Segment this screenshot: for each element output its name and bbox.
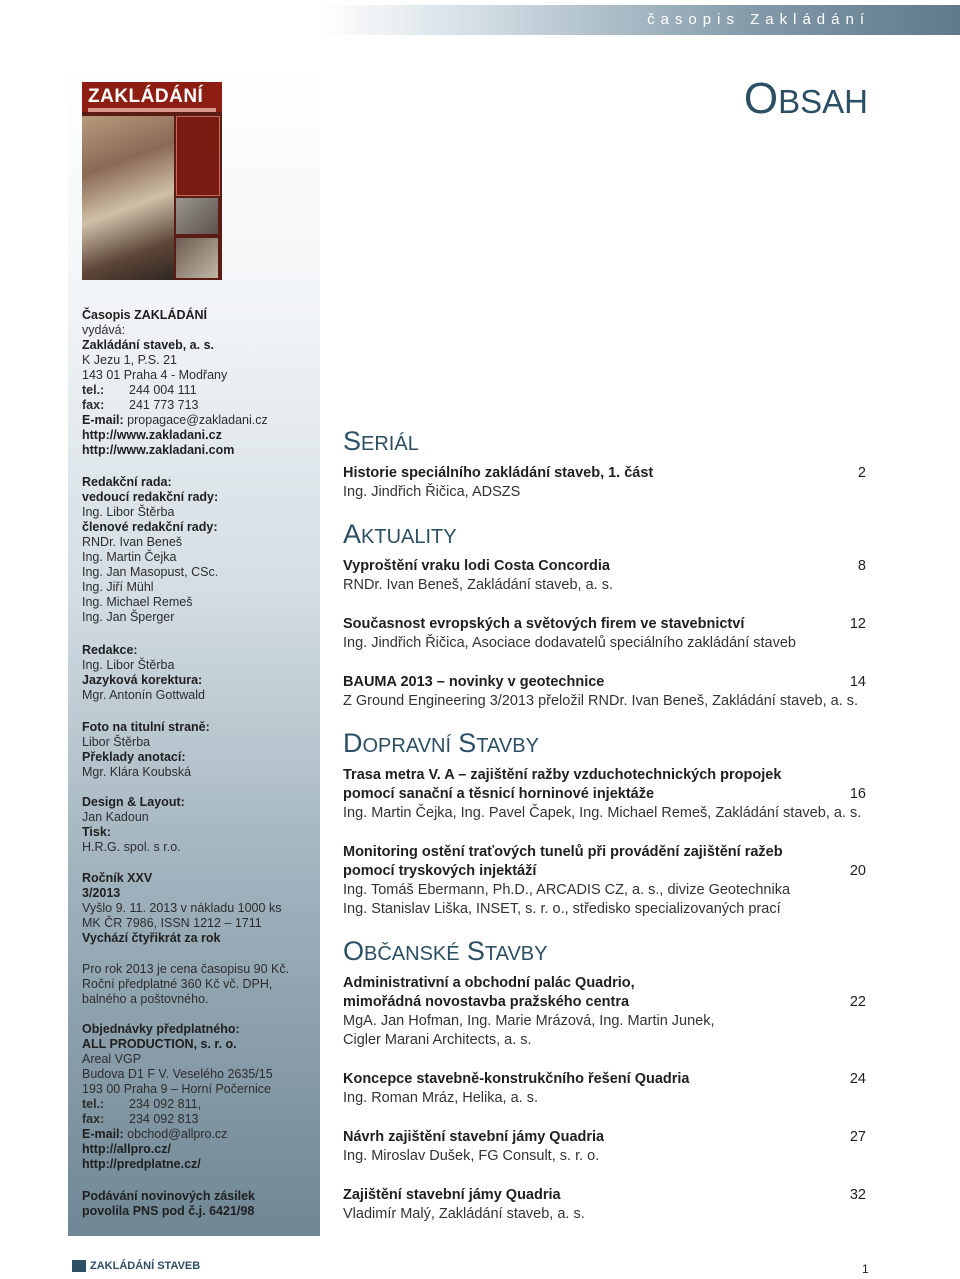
chief: Ing. Libor Štěrba <box>82 505 175 519</box>
cover-contents-box <box>176 116 220 196</box>
toc-entry-title: Návrh zajištění stavební jámy Quadria <box>343 1129 605 1145</box>
orders-email-link[interactable]: obchod@allpro.cz <box>127 1127 228 1141</box>
cover-photo-small <box>176 238 218 278</box>
price-info <box>82 962 317 1007</box>
page-number: 1 <box>862 1262 869 1276</box>
email-row: E-mail: propagace@zakladani.cz <box>82 413 268 427</box>
fax-row: fax: 241 773 713 <box>82 398 199 412</box>
magazine-name: Časopis ZAKLÁDÁNÍ <box>82 308 208 322</box>
address-line: K Jezu 1, P.S. 21 <box>82 353 177 367</box>
board-member: Ing. Jan Šperger <box>82 610 175 624</box>
page-title: OBSAH <box>743 74 868 123</box>
editor: Ing. Libor Štěrba <box>82 658 175 672</box>
print: H.R.G. spol. s r.o. <box>82 840 181 854</box>
toc-entry-title: Administrativní a obchodní palác Quadrio, <box>343 975 635 991</box>
publisher-label: vydává: <box>82 323 126 337</box>
board-member: Ing. Martin Čejka <box>82 550 177 564</box>
toc-section-heading: OBČANSKÉ STAVBY <box>343 936 548 966</box>
email-link[interactable]: propagace@zakladani.cz <box>127 413 268 427</box>
toc-entry-authors: RNDr. Ivan Beneš, Zakládání staveb, a. s. <box>343 577 613 593</box>
photo-label: Foto na titulní straně: <box>82 720 210 734</box>
toc-entry-title: Vyproštění vraku lodi Costa Concordia <box>343 558 610 574</box>
issue: 3/2013 <box>82 886 121 900</box>
toc-entry-authors: MgA. Jan Hofman, Ing. Marie Mrázová, Ing. Martin Junek, <box>343 1013 715 1029</box>
toc-entry[interactable] <box>343 843 868 919</box>
posting-info <box>82 1189 317 1219</box>
issue-info <box>82 871 317 946</box>
address-line: 143 01 Praha 4 - Modřany <box>82 368 228 382</box>
toc-section-heading: SERIÁL <box>343 426 419 456</box>
toc-entry-title: Současnost evropských a světových firem ve stavebnictví <box>343 616 745 632</box>
toc-entry-authors: Ing. Martin Čejka, Ing. Pavel Čapek, Ing. Michael Remeš, Zakládání staveb, a. s. <box>343 805 862 821</box>
price-line: Pro rok 2013 je cena časopisu 90 Kč. <box>82 962 290 976</box>
toc-entry-title: mimořádná novostavba pražského centra <box>343 994 630 1010</box>
posting-line: povolila PNS pod č.j. 6421/98 <box>82 1204 255 1218</box>
toc-entry-authors: Z Ground Engineering 3/2013 přeložil RNDr. Ivan Beneš, Zakládání staveb, a. s. <box>343 693 859 709</box>
toc-entry-authors: Vladimír Malý, Zakládání staveb, a. s. <box>343 1206 585 1222</box>
toc-entry[interactable] <box>343 1070 868 1108</box>
toc-entry-title: Koncepce stavebně-konstrukčního řešení Quadria <box>343 1071 690 1087</box>
print-label: Tisk: <box>82 825 111 839</box>
toc-entry[interactable] <box>343 1128 868 1166</box>
toc-entry-page: 32 <box>849 1187 866 1203</box>
orders-fax-row: fax: 234 092 813 <box>82 1112 199 1126</box>
board-member: Ing. Michael Remeš <box>82 595 193 609</box>
toc-entry-authors: Ing. Roman Mráz, Helika, a. s. <box>343 1090 539 1106</box>
cover-subtitle-strip <box>88 108 216 112</box>
price-line: balného a poštovného. <box>82 992 209 1006</box>
toc-entry-title: Trasa metra V. A – zajištění ražby vzduchotechnických propojek <box>343 767 782 783</box>
publisher: Zakládání staveb, a. s. <box>82 338 215 352</box>
board-member: Ing. Jan Masopust, CSc. <box>82 565 219 579</box>
toc-entry-page: 22 <box>849 994 866 1010</box>
editorial-board <box>82 475 317 625</box>
publisher-info <box>82 308 317 458</box>
toc-entry-page: 12 <box>849 616 866 632</box>
toc-entry-authors: Ing. Jindřich Řičica, Asociace dodavatelů speciálního zakládání staveb <box>343 635 796 651</box>
members-label: členové redakční rady: <box>82 520 218 534</box>
toc-entry[interactable] <box>343 464 868 502</box>
design-label: Design & Layout: <box>82 795 185 809</box>
registration: MK ČR 7986, ISSN 1212 – 1711 <box>82 916 262 930</box>
board-member: Ing. Jiří Mühl <box>82 580 154 594</box>
proof: Mgr. Antonín Gottwald <box>82 688 205 702</box>
toc-section-heading: DOPRAVNÍ STAVBY <box>343 728 539 758</box>
toc-entry[interactable] <box>343 615 868 653</box>
toc-entry[interactable] <box>343 557 868 595</box>
toc-entry-page: 8 <box>857 558 866 574</box>
toc-entry[interactable] <box>343 1186 868 1224</box>
toc-entry-page: 2 <box>857 465 866 481</box>
table-of-contents <box>343 425 868 1224</box>
toc-entry-page: 24 <box>849 1071 866 1087</box>
orders-address: Budova D1 F V. Veselého 2635/15 <box>82 1067 273 1081</box>
toc-entry[interactable] <box>343 974 868 1050</box>
translation-label: Překlady anotací: <box>82 750 186 764</box>
web-link[interactable]: http://www.zakladani.cz <box>82 428 222 442</box>
toc-entry-title: Zajištění stavební jámy Quadria <box>343 1187 561 1203</box>
toc-entry-authors: Cigler Marani Architects, a. s. <box>343 1032 532 1048</box>
toc-entry-title: Historie speciálního zakládání staveb, 1. část <box>343 465 654 481</box>
toc-entry[interactable] <box>343 673 868 711</box>
toc-entry-authors: Ing. Jindřich Řičica, ADSZS <box>343 484 521 500</box>
toc-entry-page: 27 <box>849 1129 866 1145</box>
editorial-staff <box>82 643 317 703</box>
toc-entry-title: BAUMA 2013 – novinky v geotechnice <box>343 674 605 690</box>
orders-web-link[interactable]: http://predplatne.cz/ <box>82 1157 201 1171</box>
orders-email-row: E-mail: obchod@allpro.cz <box>82 1127 228 1141</box>
board-label: Redakční rada: <box>82 475 172 489</box>
publisher-logo <box>72 1260 200 1272</box>
design-credits <box>82 795 317 855</box>
magazine-label: časopis Zakládání <box>647 11 870 28</box>
orders-address: Areal VGP <box>82 1052 142 1066</box>
design: Jan Kadoun <box>82 810 149 824</box>
toc-entry[interactable] <box>343 766 868 823</box>
toc-entry-title: pomocí sanační a těsnicí horninové injektáže <box>343 786 655 802</box>
header-bar <box>320 5 960 35</box>
orders-tel-row: tel.: 234 092 811, <box>82 1097 202 1111</box>
photo: Libor Štěrba <box>82 735 151 749</box>
cover-title: ZAKLÁDÁNÍ <box>88 86 204 107</box>
logo-text: ZAKLÁDÁNÍ STAVEB <box>90 1260 201 1272</box>
volume: Ročník XXV <box>82 871 153 885</box>
toc-entry-page: 14 <box>849 674 866 690</box>
published: Vyšlo 9. 11. 2013 v nákladu 1000 ks <box>82 901 282 915</box>
posting-line: Podávání novinových zásilek <box>82 1189 255 1203</box>
cover-photo-small <box>176 198 218 234</box>
orders-address: 193 00 Praha 9 – Horní Počernice <box>82 1082 272 1096</box>
orders-label: Objednávky předplatného: <box>82 1022 240 1036</box>
toc-entry-title: Monitoring ostění traťových tunelů při provádění zajištění ražeb <box>343 844 783 860</box>
orders-web-link[interactable]: http://allpro.cz/ <box>82 1142 171 1156</box>
toc-entry-authors: Ing. Stanislav Liška, INSET, s. r. o., středisko specializovaných prací <box>343 901 781 917</box>
editor-label: Redakce: <box>82 643 138 657</box>
translation: Mgr. Klára Koubská <box>82 765 192 779</box>
orders-company: ALL PRODUCTION, s. r. o. <box>82 1037 237 1051</box>
frequency: Vychází čtyřikrát za rok <box>82 931 221 945</box>
toc-section-heading: AKTUALITY <box>343 519 457 549</box>
toc-entry-title: pomocí tryskových injektáží <box>343 863 537 879</box>
photo-credits <box>82 720 317 780</box>
cover-photo-main <box>82 116 174 280</box>
cover-image <box>82 82 222 280</box>
toc-entry-authors: Ing. Tomáš Ebermann, Ph.D., ARCADIS CZ, a. s., divize Geotechnika <box>343 882 791 898</box>
tel-row: tel.: 244 004 111 <box>82 383 197 397</box>
toc-entry-authors: Ing. Miroslav Dušek, FG Consult, s. r. o. <box>343 1148 600 1164</box>
chief-label: vedoucí redakční rady: <box>82 490 219 504</box>
logo-mark-icon <box>72 1260 86 1272</box>
toc-entry-page: 20 <box>849 863 866 879</box>
board-member: RNDr. Ivan Beneš <box>82 535 183 549</box>
toc-entry-page: 16 <box>849 786 866 802</box>
price-line: Roční předplatné 360 Kč vč. DPH, <box>82 977 273 991</box>
web-link[interactable]: http://www.zakladani.com <box>82 443 235 457</box>
proof-label: Jazyková korektura: <box>82 673 203 687</box>
orders-info <box>82 1022 317 1172</box>
